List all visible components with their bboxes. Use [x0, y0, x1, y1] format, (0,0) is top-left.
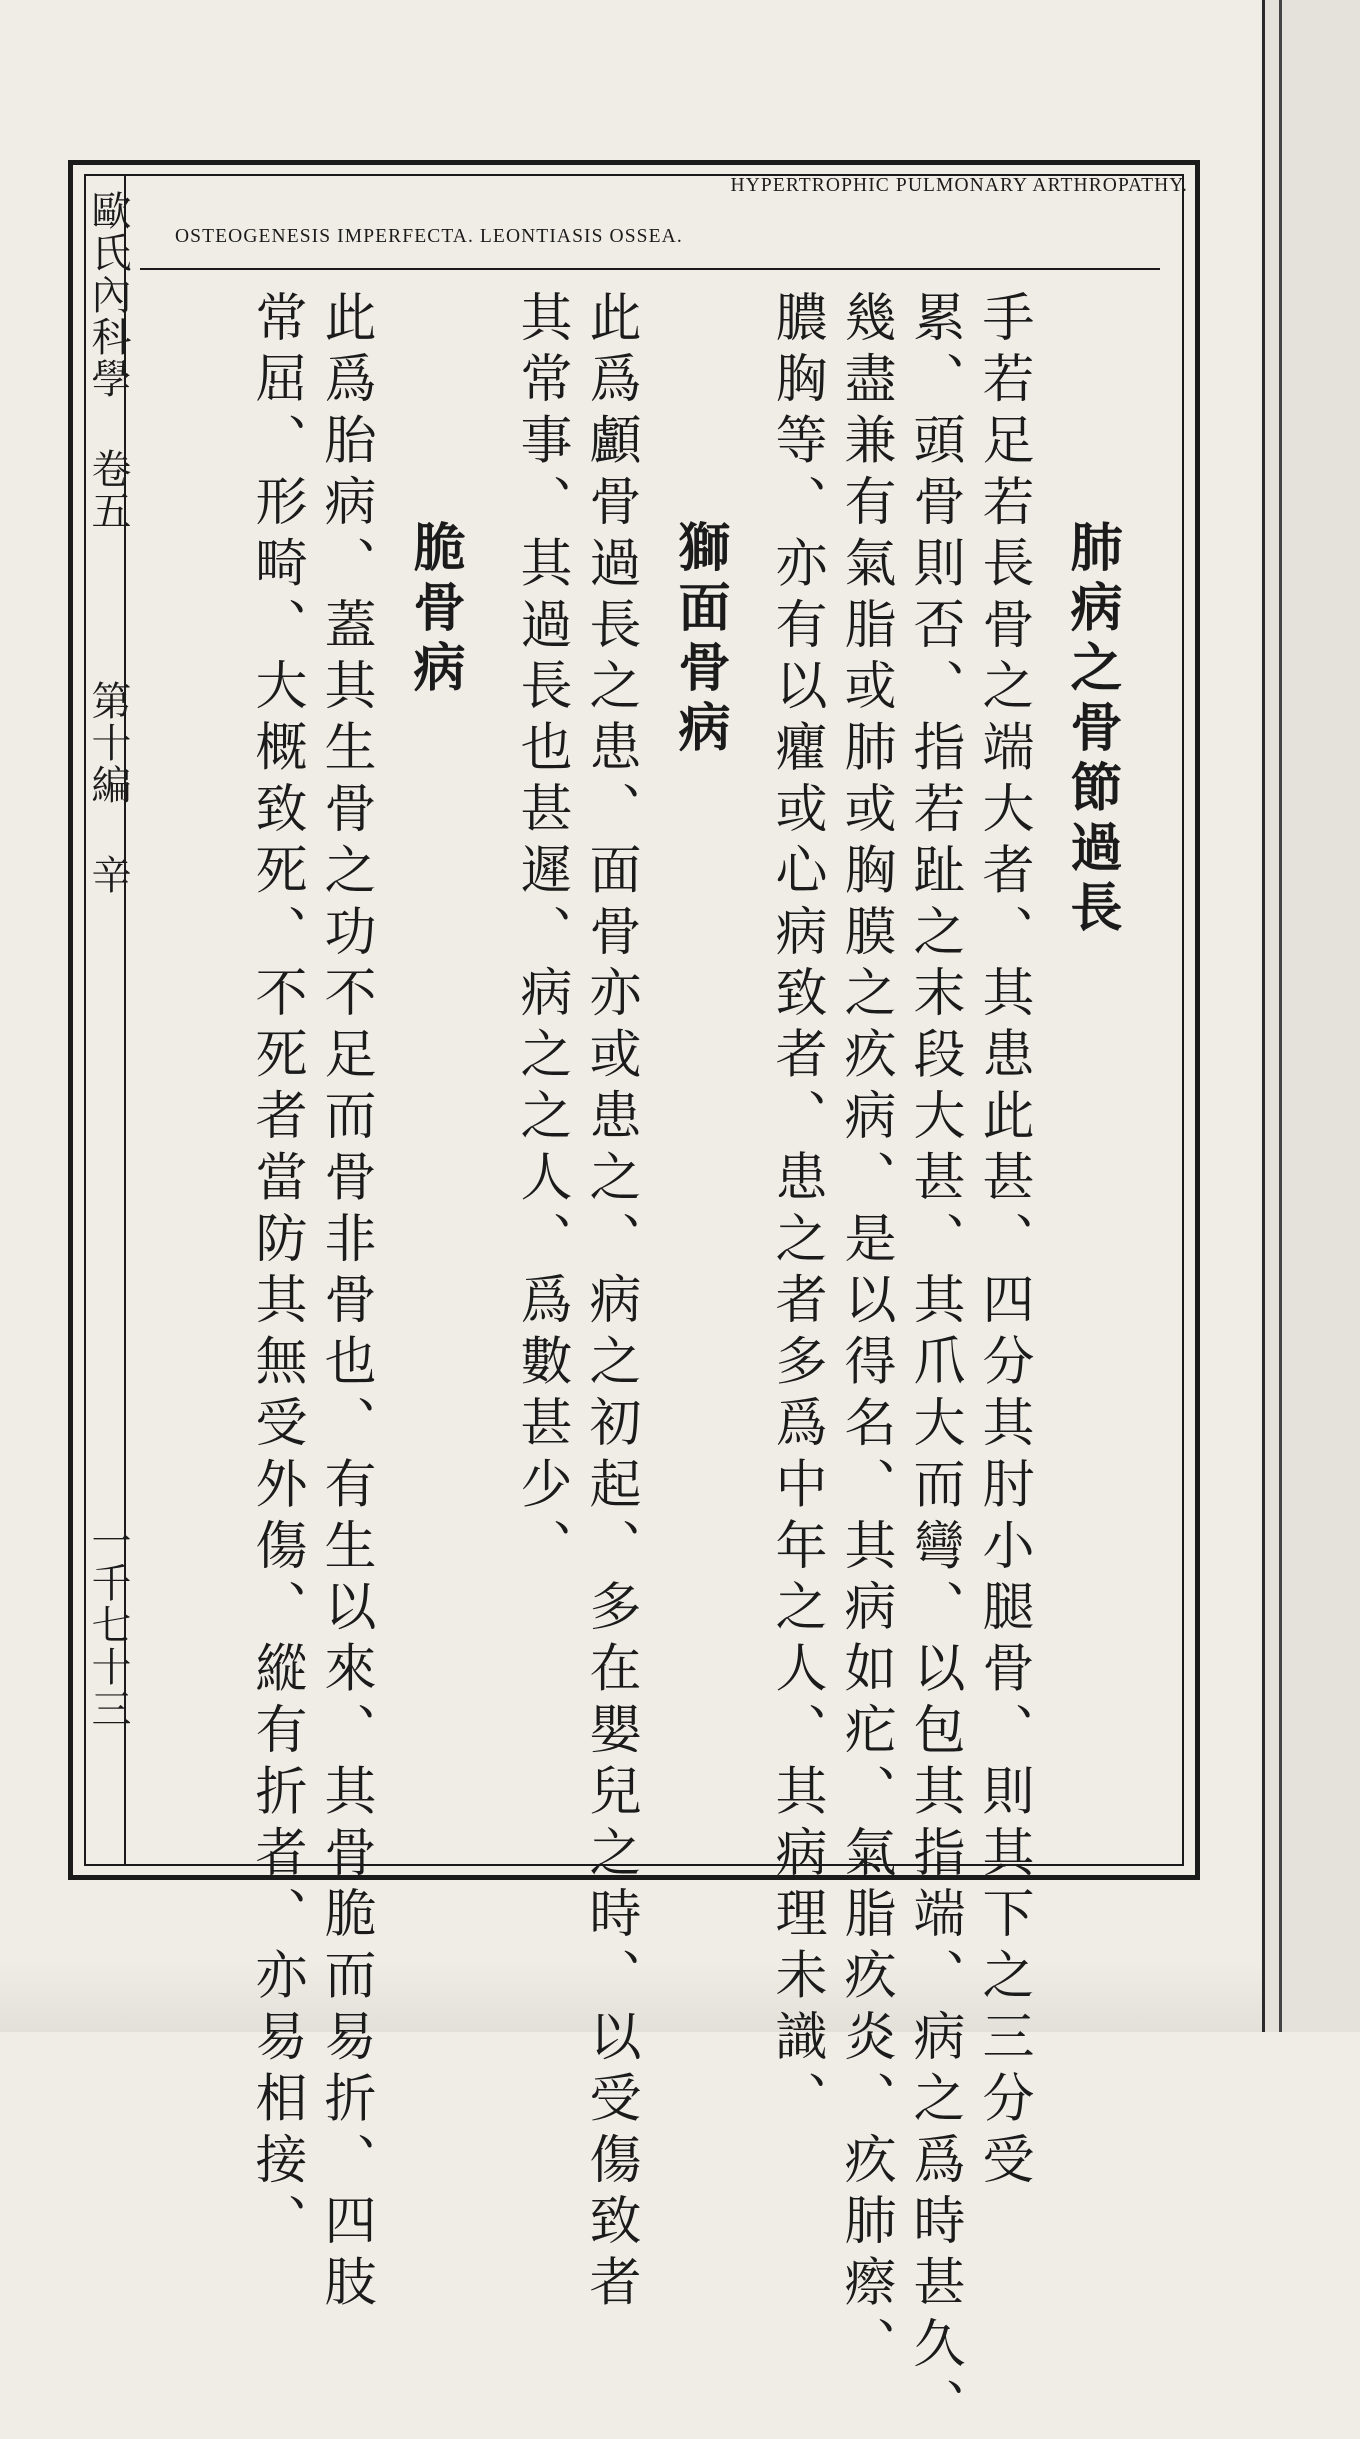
text-column: 膿胸等、亦有以癯或心病致者、患之者多爲中年之人、其病理未識、 — [766, 290, 826, 2132]
text-column: 常屈、形畸、大概致死、不死者當防其無受外傷、縱有折者、亦易相接、 — [246, 290, 306, 2255]
text-column: 累、頭骨則否、指若趾之末段大甚、其爪大而彎、以包其指端、病之爲時甚久、 — [904, 290, 964, 2439]
text-column: 其常事、其過長也甚遲、病之之人、爲數甚少、 — [511, 290, 571, 1580]
text-column: 此爲胎病、蓋其生骨之功不足而骨非骨也、有生以來、其骨脆而易折、四肢 — [315, 290, 375, 2317]
page-number: 一千七十三 — [85, 1520, 131, 1730]
running-header-right: HYPERTROPHIC PULMONARY ARTHROPATHY. — [730, 175, 1188, 196]
text-column: 幾盡兼有氣脂或肺或胸膜之疚病、是以得名、其病如疕、氣脂疚炎、疚肺瘵、 — [835, 290, 895, 2378]
section-heading-osteogenesis-imperfecta: 脆骨病 — [404, 520, 465, 700]
text-column: 手若足若長骨之端大者、其患此甚、四分其肘小腿骨、則其下之三分受 — [973, 290, 1033, 2194]
section-heading-leontiasis-ossea: 獅面骨病 — [669, 520, 730, 760]
book-title: 歐氏內科學 卷五 — [85, 190, 131, 532]
section-label: 第十編 辛 — [85, 680, 131, 896]
running-header-left: OSTEOGENESIS IMPERFECTA. LEONTIASIS OSSEA. — [175, 226, 683, 247]
facing-page-edge — [1262, 0, 1360, 2032]
text-column: 此爲顱骨過長之患、面骨亦或患之、病之初起、多在嬰兒之時、以受傷致者 — [580, 290, 640, 2317]
section-heading-pulmonary-arthropathy: 肺病之骨節過長 — [1061, 520, 1122, 940]
header-rule — [140, 268, 1160, 270]
